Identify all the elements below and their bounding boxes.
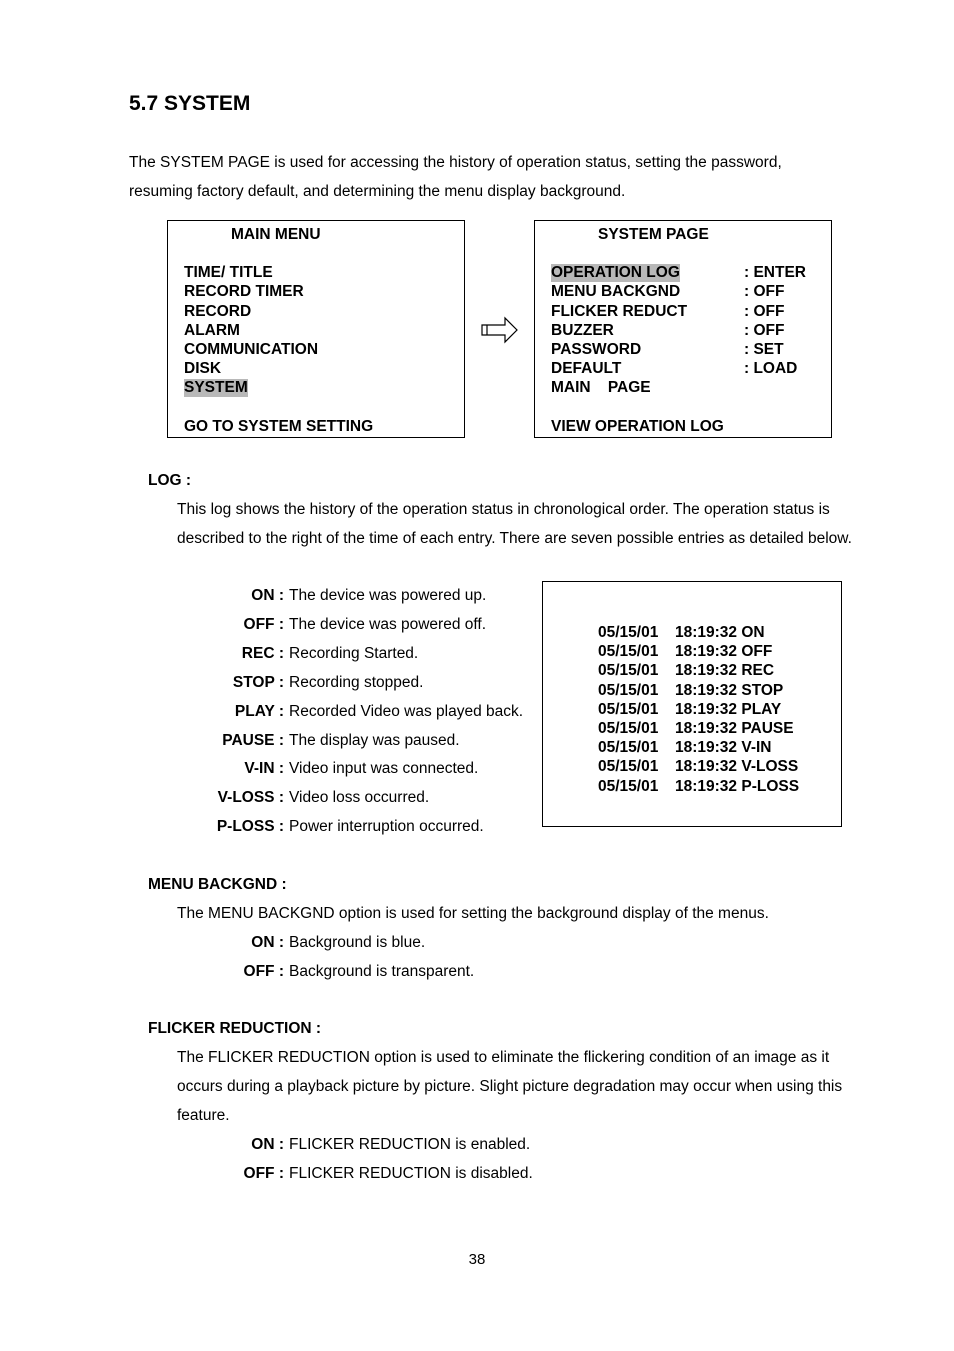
intro-paragraph: The SYSTEM PAGE is used for accessing the history of operation status, setting the password, resuming factory default, and determining the menu display background. bbox=[129, 154, 782, 200]
main-menu-item-record-timer: RECORD TIMER bbox=[184, 283, 304, 300]
system-row-operation-log-label: OPERATION LOG bbox=[551, 264, 680, 281]
main-menu-item-disk: DISK bbox=[184, 360, 222, 377]
system-row-default-value: : LOAD bbox=[744, 360, 798, 377]
log-sample-entry: 18:19:32 V-IN bbox=[675, 739, 772, 756]
log-entry-desc: The device was powered off. bbox=[289, 616, 487, 633]
log-sample-date: 05/15/01 bbox=[598, 662, 659, 679]
log-description: This log shows the history of the operation status in chronological order. The operation status is described to the right of the time of each entry. There are seven possible entries as detailed below. bbox=[177, 501, 852, 547]
log-entry-desc: Recorded Video was played back. bbox=[289, 703, 524, 720]
log-entry-desc: Video loss occurred. bbox=[289, 789, 430, 806]
log-entry-desc: Recording stopped. bbox=[289, 674, 424, 691]
log-sample-date: 05/15/01 bbox=[598, 720, 659, 737]
system-row-password-value: : SET bbox=[744, 341, 784, 358]
log-entry-key: ON : bbox=[251, 587, 284, 604]
system-row-menu-backgnd-value: : OFF bbox=[744, 283, 785, 300]
system-row-default-label: DEFAULT bbox=[551, 360, 622, 377]
option-desc: FLICKER REDUCTION is disabled. bbox=[289, 1165, 533, 1182]
log-entry-key: V-IN : bbox=[244, 760, 284, 777]
log-entry-key: STOP : bbox=[232, 674, 284, 691]
log-sample-date: 05/15/01 bbox=[598, 682, 659, 699]
system-row-flicker-label: FLICKER REDUCT bbox=[551, 303, 688, 320]
main-menu-item-communication: COMMUNICATION bbox=[184, 341, 319, 358]
page-number: 38 bbox=[468, 1251, 486, 1268]
log-sample-date: 05/15/01 bbox=[598, 758, 659, 775]
system-row-password-label: PASSWORD bbox=[551, 341, 642, 358]
page-title: 5.7 SYSTEM bbox=[129, 92, 251, 115]
log-sample-entry: 18:19:32 P-LOSS bbox=[675, 778, 800, 795]
log-sample-date: 05/15/01 bbox=[598, 701, 659, 718]
log-entry-key: PAUSE : bbox=[222, 732, 284, 749]
option-key: ON : bbox=[251, 1136, 284, 1153]
log-entry-key: P-LOSS : bbox=[216, 818, 284, 835]
option-key: OFF : bbox=[243, 963, 284, 980]
log-sample-date: 05/15/01 bbox=[598, 624, 659, 641]
option-key: OFF : bbox=[243, 1165, 284, 1182]
right-arrow-icon bbox=[481, 316, 519, 344]
log-sample-entry: 18:19:32 STOP bbox=[675, 682, 784, 699]
main-menu-item-time-title: TIME/ TITLE bbox=[184, 264, 273, 281]
main-menu-item-system: SYSTEM bbox=[184, 379, 248, 396]
system-row-flicker-value: : OFF bbox=[744, 303, 785, 320]
log-sample-panel bbox=[542, 581, 842, 827]
menu-backgnd-description: The MENU BACKGND option is used for setting the background display of the menus. bbox=[177, 905, 769, 922]
log-entry-desc: Recording Started. bbox=[289, 645, 419, 662]
log-entry-key: REC : bbox=[241, 645, 284, 662]
main-menu-item-record: RECORD bbox=[184, 303, 252, 320]
system-page-panel bbox=[534, 220, 832, 438]
log-entry-desc: The device was powered up. bbox=[289, 587, 487, 604]
menu-backgnd-heading: MENU BACKGND : bbox=[148, 876, 287, 893]
system-page-heading: SYSTEM PAGE bbox=[598, 226, 709, 243]
log-entry-desc: Video input was connected. bbox=[289, 760, 479, 777]
log-entry-key: PLAY : bbox=[234, 703, 284, 720]
log-entry-key: V-LOSS : bbox=[217, 789, 284, 806]
main-menu-footer: GO TO SYSTEM SETTING bbox=[184, 418, 374, 435]
system-row-operation-log-value: : ENTER bbox=[744, 264, 806, 281]
option-desc: Background is blue. bbox=[289, 934, 426, 951]
option-desc: Background is transparent. bbox=[289, 963, 475, 980]
log-sample-entry: 18:19:32 V-LOSS bbox=[675, 758, 799, 775]
log-sample-entry: 18:19:32 ON bbox=[675, 624, 765, 641]
option-key: ON : bbox=[251, 934, 284, 951]
log-sample-date: 05/15/01 bbox=[598, 739, 659, 756]
log-sample-date: 05/15/01 bbox=[598, 778, 659, 795]
flicker-heading: FLICKER REDUCTION : bbox=[148, 1020, 322, 1037]
log-entry-desc: The display was paused. bbox=[289, 732, 460, 749]
log-heading: LOG : bbox=[148, 472, 192, 489]
system-row-menu-backgnd-label: MENU BACKGND bbox=[551, 283, 681, 300]
main-menu-panel bbox=[167, 220, 465, 438]
log-sample-entry: 18:19:32 REC bbox=[675, 662, 775, 679]
log-entry-key: OFF : bbox=[243, 616, 284, 633]
flicker-description: The FLICKER REDUCTION option is used to eliminate the flickering condition of an image as it occurs during a playback picture by picture. Slight picture degradation may occur when using this feature. bbox=[177, 1049, 843, 1124]
main-menu-item-alarm: ALARM bbox=[184, 322, 240, 339]
log-sample-date: 05/15/01 bbox=[598, 643, 659, 660]
option-desc: FLICKER REDUCTION is enabled. bbox=[289, 1136, 531, 1153]
log-entry-desc: Power interruption occurred. bbox=[289, 818, 484, 835]
system-row-buzzer-label: BUZZER bbox=[551, 322, 614, 339]
main-menu-heading: MAIN MENU bbox=[231, 226, 321, 243]
log-sample-entry: 18:19:32 PLAY bbox=[675, 701, 782, 718]
log-sample-entry: 18:19:32 PAUSE bbox=[675, 720, 794, 737]
log-sample-entry: 18:19:32 OFF bbox=[675, 643, 773, 660]
system-row-main-page-label: MAIN PAGE bbox=[551, 379, 651, 396]
system-page-footer: VIEW OPERATION LOG bbox=[551, 418, 724, 435]
system-row-buzzer-value: : OFF bbox=[744, 322, 785, 339]
